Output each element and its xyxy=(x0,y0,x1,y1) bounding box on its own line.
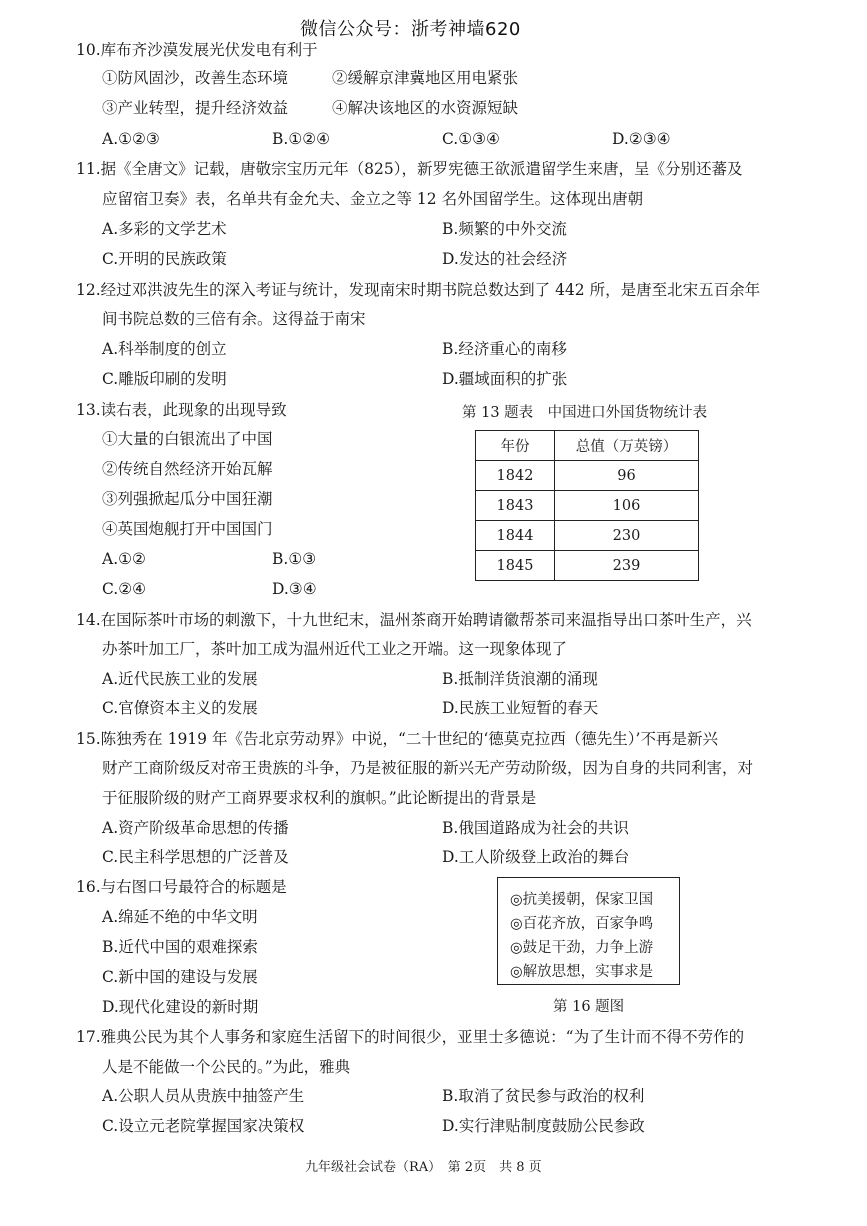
watermark-text: 微信公众号：浙考神墙620 xyxy=(300,19,521,40)
statement-3: ③产业转型，提升经济效益 xyxy=(102,99,289,117)
option-b: B.①②④ xyxy=(272,130,331,148)
table-cell-year: 1844 xyxy=(476,521,555,551)
option-a: A.近代民族工业的发展 xyxy=(102,670,258,688)
question-stem-line2: 办茶叶加工厂，茶叶加工成为温州近代工业之开端。这一现象体现了 xyxy=(102,640,568,658)
table-row xyxy=(476,551,699,581)
table-cell-year: 1843 xyxy=(476,491,555,521)
statement-1: ①防风固沙，改善生态环境 xyxy=(102,69,289,87)
option-a: A.绵延不绝的中华文明 xyxy=(102,908,258,926)
option-c: C.新中国的建设与发展 xyxy=(102,968,258,986)
option-c: C.民主科学思想的广泛普及 xyxy=(102,848,289,866)
statement-2: ②缓解京津冀地区用电紧张 xyxy=(332,69,519,87)
table-caption: 第 13 题表 中国进口外国货物统计表 xyxy=(462,405,708,421)
question-stem: 10.库布齐沙漠发展光伏发电有利于 xyxy=(76,41,318,59)
option-c: C.①③④ xyxy=(442,130,500,148)
option-d: D.实行津贴制度鼓励公民参政 xyxy=(442,1117,645,1135)
question-stem: 16.与右图口号最符合的标题是 xyxy=(76,878,287,896)
option-c: C.②④ xyxy=(102,580,147,598)
table-header-row xyxy=(476,431,699,461)
option-a: A.①②③ xyxy=(102,130,160,148)
table-cell-value: 96 xyxy=(555,461,699,491)
question-stem-line1: 14.在国际茶叶市场的刺激下，十九世纪末，温州茶商开始聘请徽帮茶司来温指导出口茶叶生产，兴 xyxy=(76,611,752,629)
option-b: B.俄国道路成为社会的共识 xyxy=(442,819,629,837)
option-b: B.取消了贫民参与政治的权利 xyxy=(442,1087,645,1105)
option-b: B.经济重心的南移 xyxy=(442,340,567,358)
table-cell-value: 239 xyxy=(555,551,699,581)
option-b: B.①③ xyxy=(272,550,317,568)
option-a: A.资产阶级革命思想的传播 xyxy=(102,819,289,837)
statement-1: ①大量的白银流出了中国 xyxy=(102,430,273,448)
table-header-cell: 总值（万英镑） xyxy=(555,431,699,461)
option-b: B.抵制洋货浪潮的涌现 xyxy=(442,670,598,688)
import-statistics-table xyxy=(475,430,699,581)
table-cell-year: 1842 xyxy=(476,461,555,491)
figure-caption: 第 16 题图 xyxy=(553,999,625,1015)
option-a: A.科举制度的创立 xyxy=(102,340,227,358)
question-stem-line1: 15.陈独秀在 1919 年《告北京劳动界》中说，“二十世纪的‘德莫克拉西（德先生）’不再是新兴 xyxy=(76,730,718,748)
table-row xyxy=(476,461,699,491)
question-stem-line1: 12.经过邓洪波先生的深入考证与统计，发现南宋时期书院总数达到了 442 所，是唐至北宋五百余年 xyxy=(76,281,761,299)
slogan-line: ◎解放思想，实事求是 xyxy=(510,964,654,980)
option-c: C.开明的民族政策 xyxy=(102,250,227,268)
page-footer: 九年级社会试卷（RA） 第 2页 共 8 页 xyxy=(305,1160,542,1175)
statement-4: ④英国炮舰打开中国国门 xyxy=(102,520,273,538)
question-stem-line2: 人是不能做一个公民的。”为此，雅典 xyxy=(102,1058,351,1076)
option-a: A.①② xyxy=(102,550,146,568)
option-d: D.③④ xyxy=(272,580,317,598)
option-d: D.民族工业短暂的春天 xyxy=(442,699,599,717)
option-d: D.疆域面积的扩张 xyxy=(442,370,568,388)
question-stem-line2: 间书院总数的三倍有余。这得益于南宋 xyxy=(102,310,366,328)
option-a: A.多彩的文学艺术 xyxy=(102,220,227,238)
option-c: C.设立元老院掌握国家决策权 xyxy=(102,1117,305,1135)
question-stem-line3: 于征服阶级的财产工商界要求权利的旗帜。”此论断提出的背景是 xyxy=(102,789,537,807)
option-c: C.雕版印刷的发明 xyxy=(102,370,227,388)
option-d: D.发达的社会经济 xyxy=(442,250,568,268)
option-d: D.②③④ xyxy=(612,130,671,148)
statement-2: ②传统自然经济开始瓦解 xyxy=(102,460,273,478)
table-row xyxy=(476,491,699,521)
question-stem-line2: 应留宿卫奏》表，名单共有金允夫、金立之等 12 名外国留学生。这体现出唐朝 xyxy=(102,190,644,208)
slogan-line: ◎鼓足干劲，力争上游 xyxy=(510,940,654,956)
statement-4: ④解决该地区的水资源短缺 xyxy=(332,99,519,117)
option-b: B.频繁的中外交流 xyxy=(442,220,567,238)
slogan-line: ◎百花齐放，百家争鸣 xyxy=(510,916,654,932)
question-stem-line2: 财产工商阶级反对帝王贵族的斗争，乃是被征服的新兴无产劳动阶级，因为自身的共同利害，对 xyxy=(102,759,754,777)
statement-3: ③列强掀起瓜分中国狂潮 xyxy=(102,490,273,508)
table-cell-value: 230 xyxy=(555,521,699,551)
question-stem-line1: 11.据《全唐文》记载，唐敬宗宝历元年（825），新罗宪德王欲派遣留学生来唐，呈《分别还蕃及 xyxy=(76,160,743,178)
option-d: D.工人阶级登上政治的舞台 xyxy=(442,848,630,866)
slogan-line: ◎抗美援朝，保家卫国 xyxy=(510,892,654,908)
option-a: A.公职人员从贵族中抽签产生 xyxy=(102,1087,305,1105)
question-stem: 13.读右表，此现象的出现导致 xyxy=(76,401,287,419)
slogan-box xyxy=(497,877,680,985)
question-stem-line1: 17.雅典公民为其个人事务和家庭生活留下的时间很少，亚里士多德说：“为了生计而不得不劳作的 xyxy=(76,1028,745,1046)
table-row xyxy=(476,521,699,551)
table-header-cell: 年份 xyxy=(476,431,555,461)
table-cell-year: 1845 xyxy=(476,551,555,581)
option-b: B.近代中国的艰难探索 xyxy=(102,938,258,956)
table-cell-value: 106 xyxy=(555,491,699,521)
option-c: C.官僚资本主义的发展 xyxy=(102,699,258,717)
option-d: D.现代化建设的新时期 xyxy=(102,998,259,1016)
